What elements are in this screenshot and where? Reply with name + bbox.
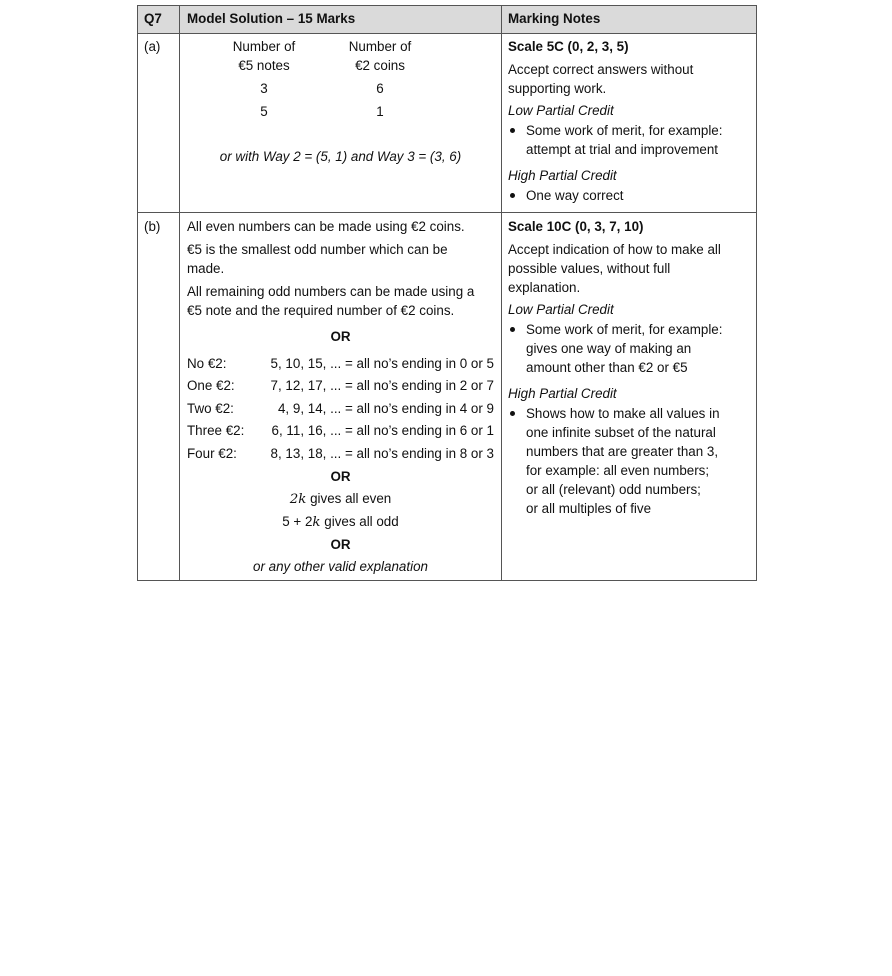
coin-row-label: One €2: (187, 378, 235, 393)
table-border-bottom (137, 580, 757, 581)
coin-row-label: Two €2: (187, 401, 234, 416)
part-b-low-credit-line3: amount other than €2 or €5 (526, 360, 688, 375)
part-b-high-credit-line5: or all (relevant) odd numbers; (526, 482, 701, 497)
part-b-para1: All even numbers can be made using €2 coins. (187, 219, 465, 234)
table-border-top (137, 5, 757, 6)
coin-row-value: 8, 13, 18, ... = all no’s ending in 8 or 3 (270, 446, 494, 461)
coin-row-value: 7, 12, 17, ... = all no’s ending in 2 or 7 (270, 378, 494, 393)
notes-column-header-line1: Number of (232, 39, 296, 54)
coin-row-value: 5, 10, 15, ... = all no’s ending in 0 or 5 (270, 356, 494, 371)
coin-row-value: 6, 11, 16, ... = all no’s ending in 6 or 1 (271, 423, 494, 438)
part-b-high-credit-line3: numbers that are greater than 3, (526, 444, 719, 459)
part-b-accept-line2: possible values, without full (508, 261, 671, 276)
part-b-label: (b) (144, 219, 161, 234)
table-border-right (756, 5, 757, 581)
part-a-low-credit-line2: attempt at trial and improvement (526, 142, 719, 157)
part-a-accept-line2: supporting work. (508, 81, 607, 96)
part-a-accept-line1: Accept correct answers without (508, 62, 694, 77)
part-b-high-credit-line2: one infinite subset of the natural (526, 425, 716, 440)
coin-row-label: Four €2: (187, 446, 237, 461)
part-a-low-credit-title: Low Partial Credit (508, 103, 614, 118)
solution-column-title: Model Solution – 15 Marks (187, 11, 356, 26)
part-a-low-credit-line1: Some work of merit, for example: (526, 123, 723, 138)
coin-row-label: Three €2: (187, 423, 245, 438)
part-b-para2-line2: made. (187, 261, 225, 276)
part-b-high-credit-line4: for example: all even numbers; (526, 463, 710, 478)
odd-variable: k (312, 515, 321, 530)
any-other-explanation: or any other valid explanation (253, 559, 428, 574)
odd-formula (180, 512, 501, 532)
way2-notes: 5 (260, 104, 268, 119)
marking-scheme-table (137, 5, 757, 581)
part-b-low-credit-line1: Some work of merit, for example: (526, 322, 723, 337)
part-b-para3-line1: All remaining odd numbers can be made using a (187, 284, 475, 299)
part-a-label: (a) (144, 39, 161, 54)
or-separator: OR (330, 469, 351, 484)
table-border-left (137, 5, 138, 581)
bullet-icon (510, 327, 515, 332)
way2-coins: 1 (376, 104, 384, 119)
part-b-low-credit-line2: gives one way of making an (526, 341, 692, 356)
way1-notes: 3 (260, 81, 268, 96)
or-separator: OR (330, 329, 351, 344)
row-divider (137, 212, 757, 213)
even-formula-text: gives all even (306, 491, 392, 506)
coin-row-label: No €2: (187, 356, 227, 371)
even-expression: 2k (289, 492, 307, 507)
part-b-high-credit-line1: Shows how to make all values in (526, 406, 720, 421)
even-formula (180, 489, 501, 509)
part-b-accept-line1: Accept indication of how to make all (508, 242, 721, 257)
or-separator: OR (330, 537, 351, 552)
part-b-low-credit-title: Low Partial Credit (508, 302, 614, 317)
column-divider-2 (501, 5, 502, 581)
coins-column-header-line1: Number of (348, 39, 412, 54)
part-b-para3-line2: €5 note and the required number of €2 coins. (187, 303, 455, 318)
bullet-icon (510, 193, 515, 198)
coin-row-value: 4, 9, 14, ... = all no’s ending in 4 or 9 (277, 401, 494, 416)
part-a-scale: Scale 5C (0, 2, 3, 5) (508, 39, 629, 54)
part-b-high-credit-line6: or all multiples of five (526, 501, 652, 516)
coins-column-header-line2: €2 coins (355, 58, 405, 73)
question-number: Q7 (144, 11, 162, 26)
part-a-alternative: or with Way 2 = (5, 1) and Way 3 = (3, 6) (219, 149, 462, 164)
part-b-para2-line1: €5 is the smallest odd number which can be (187, 242, 448, 257)
odd-formula-text: gives all odd (320, 514, 399, 529)
odd-expression-prefix: 5 + 2 (282, 514, 313, 529)
way1-coins: 6 (376, 81, 384, 96)
part-b-high-credit-title: High Partial Credit (508, 386, 617, 401)
notes-column-title: Marking Notes (508, 11, 601, 26)
notes-column-header-line2: €5 notes (238, 58, 290, 73)
part-a-high-credit-line1: One way correct (526, 188, 624, 203)
header-divider (137, 33, 757, 34)
part-a-high-credit-title: High Partial Credit (508, 168, 617, 183)
part-b-accept-line3: explanation. (508, 280, 581, 295)
bullet-icon (510, 411, 515, 416)
bullet-icon (510, 128, 515, 133)
part-b-scale: Scale 10C (0, 3, 7, 10) (508, 219, 644, 234)
